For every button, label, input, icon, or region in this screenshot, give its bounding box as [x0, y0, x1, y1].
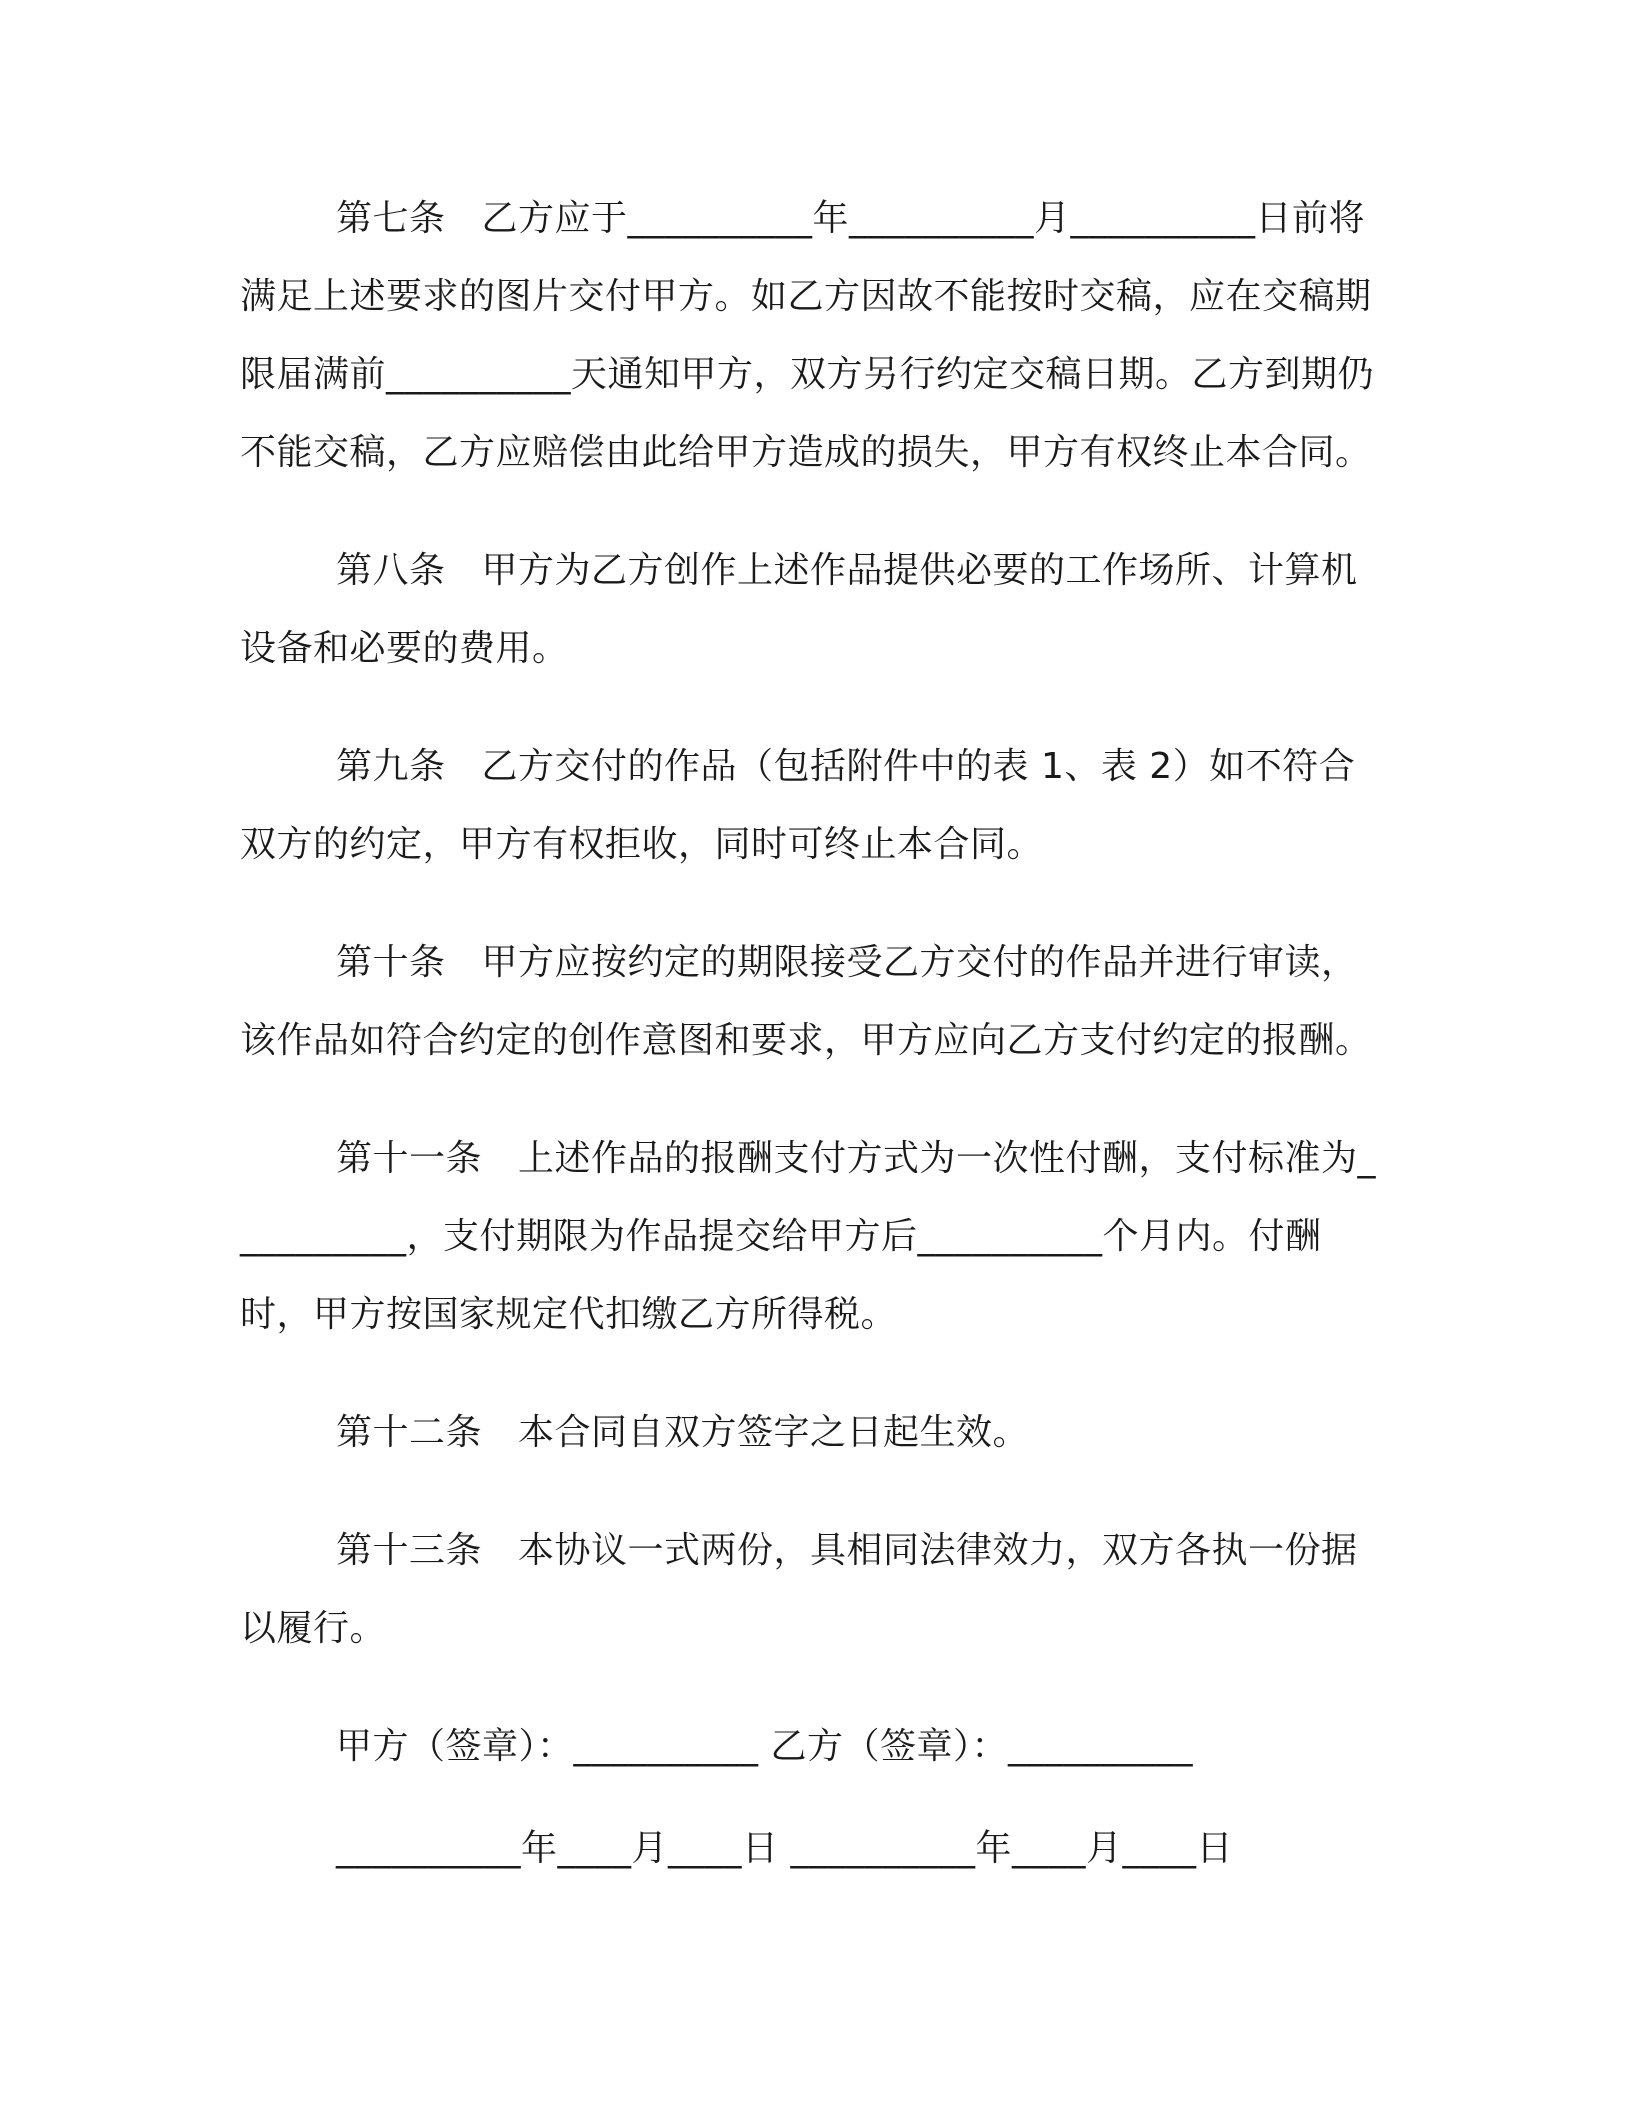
article-11 [240, 1120, 1380, 1354]
article-number: 第八条 [336, 550, 446, 591]
contract-page [240, 180, 1380, 1912]
article-number: 第十条 [336, 942, 446, 983]
article-number: 第十一条 [336, 1138, 483, 1179]
article-number: 第十三条 [336, 1530, 483, 1571]
article-7 [240, 180, 1380, 492]
article-9 [240, 728, 1380, 884]
article-text: 乙方交付的作品（包括附件中的表 1、表 2）如不符合双方的约定，甲方有权拒收，同时可终止本合同。 [240, 746, 1356, 865]
signature-line: 甲方（签章）：__________ 乙方（签章）：__________ [336, 1726, 1193, 1767]
article-text: 乙方应于__________年__________月__________日前将满足上述要求的图片交付甲方。如乙方因故不能按时交稿，应在交稿期限届满前__________天通知甲方，双方另行约定交稿日期。乙方到期仍不能交稿，乙方应赔偿由此给甲方造成的损失，甲方有权终止本合同。 [240, 198, 1375, 473]
article-number: 第七条 [336, 198, 446, 239]
article-text: 甲方应按约定的期限接受乙方交付的作品并进行审读，该作品如符合约定的创作意图和要求，甲方应向乙方支付约定的报酬。 [240, 942, 1372, 1061]
article-text: 上述作品的报酬支付方式为一次性付酬，支付标准为__________，支付期限为作品提交给甲方后__________个月内。付酬时，甲方按国家规定代扣缴乙方所得税。 [240, 1138, 1377, 1335]
article-number: 第十二条 [336, 1412, 483, 1453]
article-13 [240, 1512, 1380, 1668]
article-8 [240, 532, 1380, 688]
article-text: 本合同自双方签字之日起生效。 [518, 1412, 1030, 1453]
signature-date-line: __________年____月____日 __________年____月____日 [336, 1828, 1233, 1869]
article-number: 第九条 [336, 746, 446, 787]
article-text: 甲方为乙方创作上述作品提供必要的工作场所、计算机设备和必要的费用。 [240, 550, 1358, 669]
article-12 [240, 1394, 1380, 1472]
article-10 [240, 924, 1380, 1080]
article-text: 本协议一式两份，具相同法律效力，双方各执一份据以履行。 [240, 1530, 1358, 1649]
